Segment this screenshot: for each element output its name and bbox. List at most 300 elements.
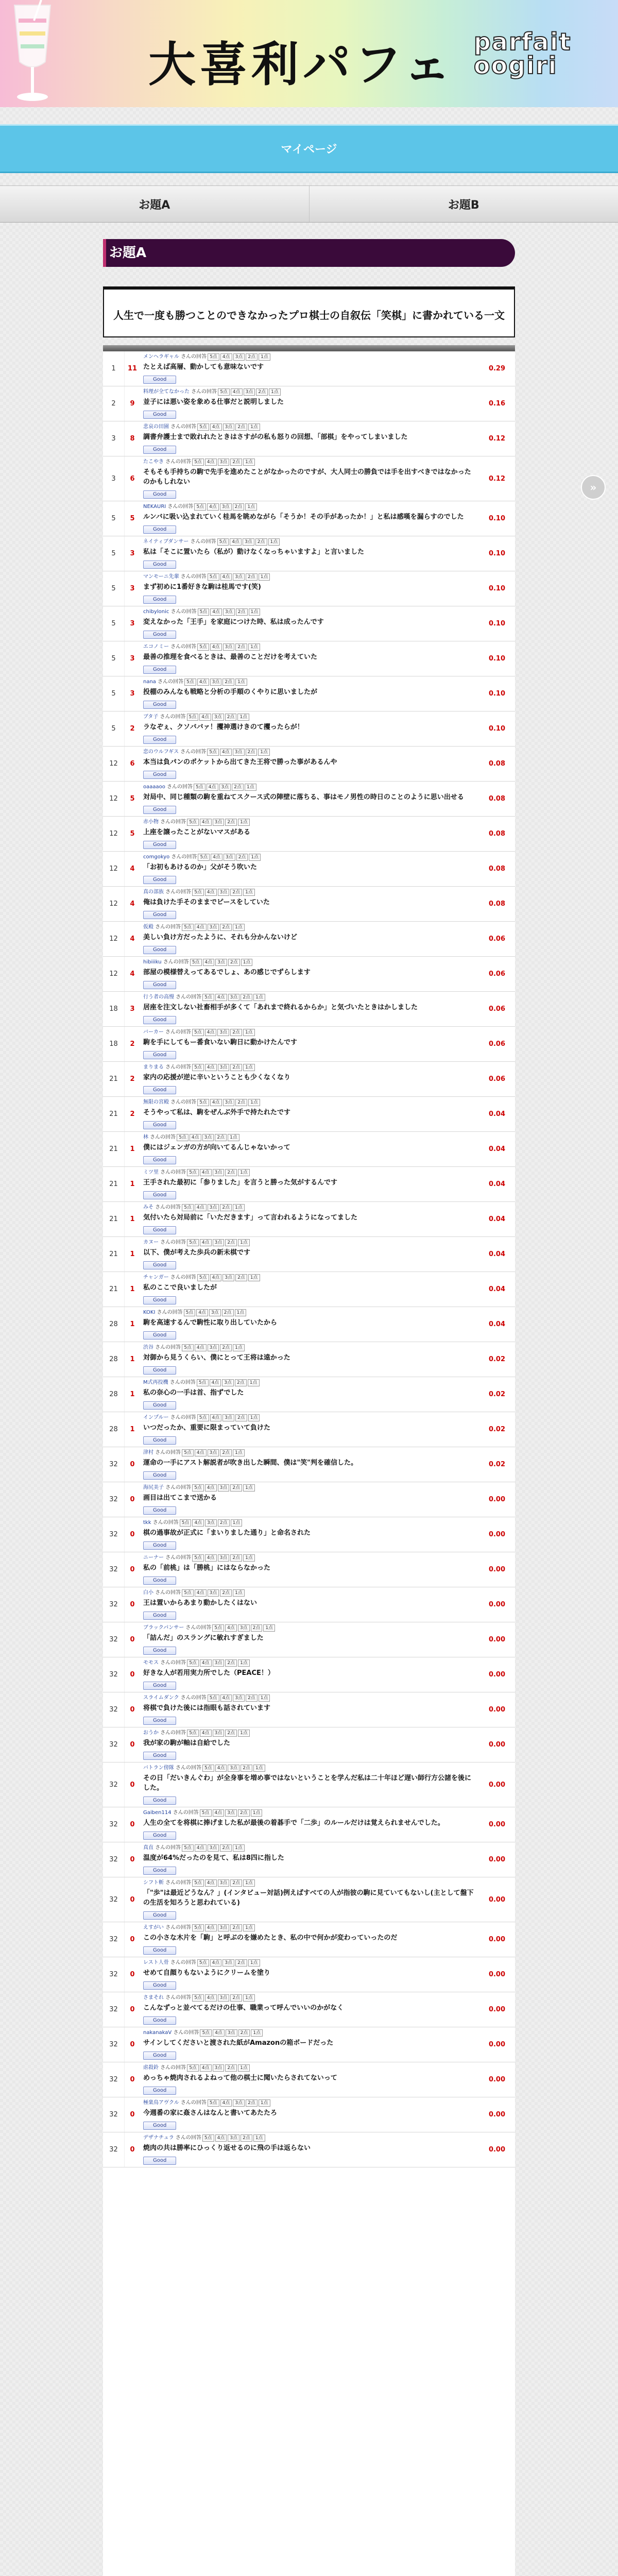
point-option[interactable]: 5点 bbox=[218, 388, 230, 396]
answer-user-name[interactable]: メンヘラギャル bbox=[143, 354, 179, 360]
answer-user-name[interactable]: カヌー bbox=[143, 1240, 159, 1245]
point-option[interactable]: 4点 bbox=[220, 1694, 232, 1702]
point-option[interactable]: 5点 bbox=[182, 1344, 194, 1351]
point-option[interactable]: 4点 bbox=[200, 1239, 212, 1246]
point-option[interactable]: 5点 bbox=[187, 1239, 199, 1246]
point-option[interactable]: 5点 bbox=[202, 994, 214, 1001]
answer-user-name[interactable]: 虐殺鈴 bbox=[143, 2065, 159, 2071]
point-option[interactable]: 1点 bbox=[245, 503, 257, 511]
good-button[interactable]: Good bbox=[143, 1911, 176, 1920]
point-option[interactable]: 4点 bbox=[199, 714, 211, 721]
point-option[interactable]: 2点 bbox=[225, 714, 237, 721]
point-option[interactable]: 4点 bbox=[200, 1659, 212, 1667]
good-button[interactable]: Good bbox=[143, 1752, 176, 1760]
point-option[interactable]: 4点 bbox=[220, 353, 232, 361]
good-button[interactable]: Good bbox=[143, 1226, 176, 1234]
point-option[interactable]: 3点 bbox=[228, 1765, 239, 1772]
point-option[interactable]: 5点 bbox=[192, 459, 204, 466]
point-option[interactable]: 1点 bbox=[259, 353, 270, 361]
point-option[interactable]: 2点 bbox=[236, 854, 248, 861]
point-option[interactable]: 2点 bbox=[225, 1239, 237, 1246]
answer-user-name[interactable]: chibylonic bbox=[143, 609, 169, 615]
point-option[interactable]: 1点 bbox=[258, 749, 270, 756]
point-option[interactable]: 1点 bbox=[233, 1449, 245, 1456]
point-option[interactable]: 5点 bbox=[187, 1730, 199, 1737]
point-option[interactable]: 1点 bbox=[243, 889, 255, 896]
point-option[interactable]: 4点 bbox=[192, 1519, 204, 1527]
good-button[interactable]: Good bbox=[143, 596, 176, 604]
good-button[interactable]: Good bbox=[143, 1051, 176, 1059]
tab-odai-a[interactable]: お題A bbox=[139, 198, 170, 212]
point-option[interactable]: 5点 bbox=[192, 889, 204, 896]
point-option[interactable]: 4点 bbox=[197, 679, 209, 686]
point-option[interactable]: 3点 bbox=[208, 1844, 219, 1852]
answer-user-name[interactable]: 仮殿 bbox=[143, 924, 153, 930]
point-option[interactable]: 4点 bbox=[195, 924, 207, 931]
point-option[interactable]: 1点 bbox=[253, 2134, 265, 2142]
answer-user-name[interactable]: モモス bbox=[143, 1660, 159, 1666]
answer-user-name[interactable]: 極楽鳥アヴクル bbox=[143, 2100, 179, 2106]
point-option[interactable]: 2点 bbox=[235, 1414, 247, 1421]
good-button[interactable]: Good bbox=[143, 561, 176, 569]
point-option[interactable]: 3点 bbox=[202, 1134, 214, 1141]
point-option[interactable]: 4点 bbox=[195, 1589, 207, 1597]
point-option[interactable]: 1点 bbox=[243, 1924, 255, 1931]
good-button[interactable]: Good bbox=[143, 1156, 176, 1164]
point-option[interactable]: 4点 bbox=[205, 1064, 217, 1071]
point-option[interactable]: 1点 bbox=[231, 1519, 243, 1527]
good-button[interactable]: Good bbox=[143, 1717, 176, 1725]
point-option[interactable]: 5点 bbox=[177, 1134, 188, 1141]
point-option[interactable]: 4点 bbox=[205, 889, 217, 896]
point-option[interactable]: 2点 bbox=[235, 423, 247, 431]
answer-user-name[interactable]: 海尻美子 bbox=[143, 1485, 164, 1490]
good-button[interactable]: Good bbox=[143, 1121, 176, 1129]
point-option[interactable]: 2点 bbox=[230, 459, 242, 466]
point-option[interactable]: 3点 bbox=[222, 1379, 234, 1386]
point-option[interactable]: 4点 bbox=[210, 423, 222, 431]
point-option[interactable]: 5点 bbox=[197, 1379, 209, 1386]
point-option[interactable]: 2点 bbox=[241, 1765, 252, 1772]
good-button[interactable]: Good bbox=[143, 1797, 176, 1805]
point-option[interactable]: 4点 bbox=[205, 1994, 217, 2002]
point-option[interactable]: 2点 bbox=[233, 503, 245, 511]
point-option[interactable]: 2点 bbox=[235, 1959, 247, 1967]
point-option[interactable]: 3点 bbox=[233, 573, 245, 581]
point-option[interactable]: 3点 bbox=[218, 459, 230, 466]
point-option[interactable]: 3点 bbox=[238, 1624, 250, 1632]
answer-user-name[interactable]: バトラン傍隊 bbox=[143, 1765, 174, 1771]
point-option[interactable]: 5点 bbox=[190, 959, 202, 966]
point-option[interactable]: 3点 bbox=[223, 643, 235, 651]
point-option[interactable]: 3点 bbox=[218, 889, 230, 896]
point-option[interactable]: 1点 bbox=[248, 643, 260, 651]
point-option[interactable]: 1点 bbox=[253, 994, 265, 1001]
answer-user-name[interactable]: 真直 bbox=[143, 1845, 153, 1851]
point-option[interactable]: 1点 bbox=[238, 2064, 250, 2072]
good-button[interactable]: Good bbox=[143, 1612, 176, 1620]
point-option[interactable]: 1点 bbox=[235, 1309, 247, 1316]
good-button[interactable]: Good bbox=[143, 1086, 176, 1094]
point-option[interactable]: 2点 bbox=[220, 1344, 232, 1351]
point-option[interactable]: 3点 bbox=[222, 1414, 234, 1421]
point-option[interactable]: 1点 bbox=[249, 854, 261, 861]
point-option[interactable]: 2点 bbox=[238, 2029, 250, 2037]
answer-user-name[interactable]: nakanakaV bbox=[143, 2030, 172, 2036]
point-option[interactable]: 3点 bbox=[213, 1239, 225, 1246]
point-option[interactable]: 3点 bbox=[218, 1064, 230, 1071]
point-option[interactable]: 5点 bbox=[192, 1924, 204, 1931]
good-button[interactable]: Good bbox=[143, 631, 176, 639]
point-option[interactable]: 3点 bbox=[233, 1694, 245, 1702]
point-option[interactable]: 2点 bbox=[232, 784, 244, 791]
point-option[interactable]: 2点 bbox=[230, 1994, 242, 2002]
good-button[interactable]: Good bbox=[143, 1296, 176, 1304]
point-option[interactable]: 1点 bbox=[243, 1554, 255, 1562]
good-button[interactable]: Good bbox=[143, 981, 176, 989]
point-option[interactable]: 5点 bbox=[198, 608, 210, 616]
point-option[interactable]: 1点 bbox=[249, 608, 261, 616]
point-option[interactable]: 5点 bbox=[192, 1554, 204, 1562]
point-option[interactable]: 5点 bbox=[184, 1309, 196, 1316]
point-option[interactable]: 1点 bbox=[238, 1169, 250, 1176]
point-option[interactable]: 2点 bbox=[256, 388, 268, 396]
point-option[interactable]: 2点 bbox=[222, 1309, 234, 1316]
point-option[interactable]: 5点 bbox=[197, 643, 209, 651]
answer-user-name[interactable]: たこやき bbox=[143, 459, 164, 465]
answer-user-name[interactable]: 恋のウルフギス bbox=[143, 749, 179, 755]
point-option[interactable]: 2点 bbox=[225, 1730, 237, 1737]
point-option[interactable]: 3点 bbox=[213, 2064, 225, 2072]
point-option[interactable]: 2点 bbox=[230, 889, 242, 896]
point-option[interactable]: 4点 bbox=[230, 538, 242, 546]
point-option[interactable]: 3点 bbox=[208, 1204, 219, 1211]
answer-user-name[interactable]: 行う者の高慢 bbox=[143, 994, 174, 1000]
point-option[interactable]: 5点 bbox=[187, 819, 199, 826]
good-button[interactable]: Good bbox=[143, 771, 176, 779]
answer-user-name[interactable]: えすがい bbox=[143, 1925, 164, 1930]
answer-user-name[interactable]: おうか bbox=[143, 1730, 159, 1736]
point-option[interactable]: 2点 bbox=[225, 1659, 237, 1667]
answer-user-name[interactable]: NEKAURI bbox=[143, 504, 166, 510]
point-option[interactable]: 3点 bbox=[220, 503, 232, 511]
answer-user-name[interactable]: チャンガー bbox=[143, 1275, 169, 1280]
point-option[interactable]: 2点 bbox=[230, 1029, 242, 1036]
point-option[interactable]: 3点 bbox=[212, 714, 224, 721]
point-option[interactable]: 5点 bbox=[197, 1414, 209, 1421]
answer-user-name[interactable]: hibiiiku bbox=[143, 959, 162, 965]
point-option[interactable]: 5点 bbox=[197, 423, 209, 431]
answer-user-name[interactable]: M式再投機 bbox=[143, 1380, 168, 1385]
good-button[interactable]: Good bbox=[143, 1981, 176, 1990]
good-button[interactable]: Good bbox=[143, 1401, 176, 1410]
point-option[interactable]: 3点 bbox=[218, 1484, 230, 1492]
point-option[interactable]: 5点 bbox=[192, 1879, 204, 1887]
point-option[interactable]: 1点 bbox=[268, 538, 280, 546]
point-option[interactable]: 3点 bbox=[213, 819, 225, 826]
answer-user-name[interactable]: oaaaaoo bbox=[143, 784, 165, 790]
point-option[interactable]: 3点 bbox=[218, 1554, 230, 1562]
point-option[interactable]: 1点 bbox=[269, 388, 281, 396]
point-option[interactable]: 4点 bbox=[195, 1344, 207, 1351]
point-option[interactable]: 2点 bbox=[246, 573, 258, 581]
tab-odai-b[interactable]: お題B bbox=[309, 186, 618, 222]
point-option[interactable]: 1点 bbox=[243, 1484, 255, 1492]
point-option[interactable]: 1点 bbox=[241, 959, 253, 966]
answer-user-name[interactable]: 料理が全てなかった bbox=[143, 389, 190, 395]
point-option[interactable]: 5点 bbox=[187, 2064, 199, 2072]
point-option[interactable]: 1点 bbox=[233, 1844, 245, 1852]
point-option[interactable]: 3点 bbox=[210, 679, 222, 686]
point-option[interactable]: 1点 bbox=[233, 924, 245, 931]
point-option[interactable]: 2点 bbox=[235, 1099, 247, 1106]
good-button[interactable]: Good bbox=[143, 1541, 176, 1550]
point-option[interactable]: 5点 bbox=[182, 1844, 194, 1852]
point-option[interactable]: 3点 bbox=[205, 1519, 217, 1527]
point-option[interactable]: 5点 bbox=[217, 538, 229, 546]
point-option[interactable]: 3点 bbox=[228, 994, 240, 1001]
good-button[interactable]: Good bbox=[143, 2122, 176, 2130]
point-option[interactable]: 1点 bbox=[248, 1099, 260, 1106]
good-button[interactable]: Good bbox=[143, 526, 176, 534]
good-button[interactable]: Good bbox=[143, 1366, 176, 1375]
answer-user-name[interactable]: 無限の宮殿 bbox=[143, 1099, 169, 1105]
point-option[interactable]: 1点 bbox=[248, 1274, 260, 1281]
answer-user-name[interactable]: ミツ里 bbox=[143, 1170, 159, 1175]
point-option[interactable]: 3点 bbox=[218, 1994, 230, 2002]
good-button[interactable]: Good bbox=[143, 2157, 176, 2165]
point-option[interactable]: 2点 bbox=[230, 1484, 242, 1492]
point-option[interactable]: 3点 bbox=[222, 1274, 234, 1281]
point-option[interactable]: 2点 bbox=[225, 2064, 237, 2072]
point-option[interactable]: 4点 bbox=[195, 1204, 207, 1211]
point-option[interactable]: 5点 bbox=[200, 1809, 212, 1817]
answer-user-name[interactable]: Gaiben114 bbox=[143, 1810, 171, 1816]
point-option[interactable]: 5点 bbox=[197, 1274, 209, 1281]
point-option[interactable]: 1点 bbox=[243, 1064, 255, 1071]
good-button[interactable]: Good bbox=[143, 911, 176, 919]
point-option[interactable]: 1点 bbox=[253, 1765, 265, 1772]
good-button[interactable]: Good bbox=[143, 701, 176, 709]
point-option[interactable]: 2点 bbox=[225, 819, 237, 826]
answer-user-name[interactable]: ブラックパンサー bbox=[143, 1625, 184, 1631]
point-option[interactable]: 5点 bbox=[182, 1204, 194, 1211]
point-option[interactable]: 4点 bbox=[200, 1730, 212, 1737]
answer-user-name[interactable]: nana bbox=[143, 679, 156, 685]
answer-user-name[interactable]: 渋谷 bbox=[143, 1345, 153, 1350]
answer-user-name[interactable]: 悲哀の田園 bbox=[143, 424, 169, 430]
answer-user-name[interactable]: KOKI bbox=[143, 1310, 156, 1315]
answer-user-name[interactable]: スライムダンク bbox=[143, 1695, 179, 1701]
answer-user-name[interactable]: さまそれ bbox=[143, 1995, 164, 2001]
good-button[interactable]: Good bbox=[143, 2016, 176, 2025]
good-button[interactable]: Good bbox=[143, 1506, 176, 1515]
point-option[interactable]: 4点 bbox=[205, 1879, 217, 1887]
point-option[interactable]: 4点 bbox=[203, 959, 215, 966]
point-option[interactable]: 5点 bbox=[194, 784, 205, 791]
point-option[interactable]: 3点 bbox=[225, 1809, 237, 1817]
point-option[interactable]: 2点 bbox=[222, 679, 234, 686]
point-option[interactable]: 5点 bbox=[187, 1659, 199, 1667]
point-option[interactable]: 1点 bbox=[238, 1730, 250, 1737]
point-option[interactable]: 5点 bbox=[197, 1099, 209, 1106]
point-option[interactable]: 2点 bbox=[236, 608, 248, 616]
point-option[interactable]: 4点 bbox=[207, 503, 219, 511]
point-option[interactable]: 2点 bbox=[246, 749, 258, 756]
point-option[interactable]: 1点 bbox=[259, 2099, 270, 2107]
point-option[interactable]: 5点 bbox=[192, 1994, 204, 2002]
good-button[interactable]: Good bbox=[143, 1436, 176, 1445]
point-option[interactable]: 1点 bbox=[243, 1879, 255, 1887]
good-button[interactable]: Good bbox=[143, 1261, 176, 1269]
point-option[interactable]: 3点 bbox=[222, 1959, 234, 1967]
point-option[interactable]: 5点 bbox=[182, 1589, 194, 1597]
answer-user-name[interactable]: デザナチュラ bbox=[143, 2135, 174, 2141]
point-option[interactable]: 1点 bbox=[248, 1379, 260, 1386]
point-option[interactable]: 3点 bbox=[217, 1029, 229, 1036]
point-option[interactable]: 5点 bbox=[198, 854, 210, 861]
point-option[interactable]: 1点 bbox=[233, 1204, 245, 1211]
point-option[interactable]: 3点 bbox=[218, 1924, 230, 1931]
point-option[interactable]: 4点 bbox=[220, 749, 232, 756]
good-button[interactable]: Good bbox=[143, 1682, 176, 1690]
answer-user-name[interactable]: まりまる bbox=[143, 1064, 164, 1070]
point-option[interactable]: 1点 bbox=[243, 1029, 255, 1036]
point-option[interactable]: 1点 bbox=[238, 819, 250, 826]
point-option[interactable]: 3点 bbox=[213, 1169, 225, 1176]
point-option[interactable]: 2点 bbox=[230, 1924, 242, 1931]
answer-user-name[interactable]: 津村 bbox=[143, 1450, 153, 1455]
point-option[interactable]: 5点 bbox=[208, 2099, 219, 2107]
point-option[interactable]: 3点 bbox=[244, 388, 255, 396]
point-option[interactable]: 4点 bbox=[205, 1924, 217, 1931]
good-button[interactable]: Good bbox=[143, 2087, 176, 2095]
answer-user-name[interactable]: インプルー bbox=[143, 1415, 169, 1420]
point-option[interactable]: 2点 bbox=[230, 1064, 242, 1071]
answer-user-name[interactable]: エコノミー bbox=[143, 644, 169, 650]
point-option[interactable]: 5点 bbox=[192, 1064, 204, 1071]
point-option[interactable]: 2点 bbox=[235, 1274, 247, 1281]
point-option[interactable]: 2点 bbox=[251, 1624, 263, 1632]
good-button[interactable]: Good bbox=[143, 1577, 176, 1585]
point-option[interactable]: 2点 bbox=[246, 353, 258, 361]
point-option[interactable]: 4点 bbox=[210, 643, 222, 651]
point-option[interactable]: 5点 bbox=[208, 573, 219, 581]
point-option[interactable]: 2点 bbox=[228, 959, 240, 966]
point-option[interactable]: 5点 bbox=[187, 1169, 199, 1176]
point-option[interactable]: 4点 bbox=[195, 1449, 207, 1456]
point-option[interactable]: 1点 bbox=[235, 679, 247, 686]
point-option[interactable]: 5点 bbox=[180, 1519, 192, 1527]
good-button[interactable]: Good bbox=[143, 841, 176, 849]
point-option[interactable]: 4点 bbox=[213, 1809, 225, 1817]
point-option[interactable]: 1点 bbox=[233, 1589, 245, 1597]
point-option[interactable]: 2点 bbox=[218, 1519, 230, 1527]
point-option[interactable]: 5点 bbox=[187, 714, 199, 721]
point-option[interactable]: 4点 bbox=[210, 1379, 221, 1386]
good-button[interactable]: Good bbox=[143, 736, 176, 744]
point-option[interactable]: 4点 bbox=[207, 784, 218, 791]
point-option[interactable]: 5点 bbox=[192, 1484, 204, 1492]
point-option[interactable]: 3点 bbox=[233, 749, 245, 756]
point-option[interactable]: 2点 bbox=[235, 1379, 247, 1386]
point-option[interactable]: 2点 bbox=[255, 538, 267, 546]
point-option[interactable]: 1点 bbox=[263, 1624, 275, 1632]
point-option[interactable]: 3点 bbox=[223, 423, 235, 431]
point-option[interactable]: 1点 bbox=[243, 1994, 255, 2002]
good-button[interactable]: Good bbox=[143, 1331, 176, 1340]
answer-user-name[interactable]: みそ bbox=[143, 1205, 153, 1210]
point-option[interactable]: 4点 bbox=[200, 1169, 212, 1176]
point-option[interactable]: 4点 bbox=[215, 2134, 227, 2142]
point-option[interactable]: 2点 bbox=[225, 1169, 237, 1176]
point-option[interactable]: 5点 bbox=[197, 1959, 209, 1967]
point-option[interactable]: 3点 bbox=[213, 1730, 225, 1737]
good-button[interactable]: Good bbox=[143, 1946, 176, 1955]
point-option[interactable]: 3点 bbox=[208, 1449, 219, 1456]
answer-user-name[interactable]: レスト人骨 bbox=[143, 1960, 169, 1965]
point-option[interactable]: 3点 bbox=[233, 2099, 245, 2107]
point-option[interactable]: 1点 bbox=[248, 1959, 260, 1967]
point-option[interactable]: 3点 bbox=[228, 2134, 239, 2142]
point-option[interactable]: 1点 bbox=[238, 1659, 250, 1667]
point-option[interactable]: 5点 bbox=[202, 1765, 214, 1772]
good-button[interactable]: Good bbox=[143, 946, 176, 954]
good-button[interactable]: Good bbox=[143, 446, 176, 454]
point-option[interactable]: 2点 bbox=[241, 994, 252, 1001]
point-option[interactable]: 2点 bbox=[215, 1134, 227, 1141]
point-option[interactable]: 2点 bbox=[230, 1879, 242, 1887]
point-option[interactable]: 5点 bbox=[208, 1694, 219, 1702]
point-option[interactable]: 3点 bbox=[208, 1589, 219, 1597]
answer-user-name[interactable]: マンモーニ先輩 bbox=[143, 574, 179, 580]
answer-user-name[interactable]: 白小 bbox=[143, 1590, 153, 1596]
point-option[interactable]: 1点 bbox=[248, 423, 260, 431]
answer-user-name[interactable]: シフト斬 bbox=[143, 1880, 164, 1886]
point-option[interactable]: 1点 bbox=[251, 2029, 263, 2037]
point-option[interactable]: 1点 bbox=[259, 573, 270, 581]
point-option[interactable]: 5点 bbox=[212, 1624, 224, 1632]
point-option[interactable]: 4点 bbox=[210, 1099, 222, 1106]
point-option[interactable]: 4点 bbox=[220, 2099, 232, 2107]
point-option[interactable]: 1点 bbox=[259, 1694, 270, 1702]
point-option[interactable]: 2点 bbox=[220, 924, 232, 931]
mypage-link[interactable]: マイページ bbox=[281, 143, 337, 156]
point-option[interactable]: 4点 bbox=[200, 819, 212, 826]
point-option[interactable]: 3点 bbox=[224, 854, 235, 861]
point-option[interactable]: 4点 bbox=[231, 388, 243, 396]
point-option[interactable]: 2点 bbox=[230, 1554, 242, 1562]
point-option[interactable]: 4点 bbox=[205, 1484, 217, 1492]
point-option[interactable]: 3点 bbox=[215, 959, 227, 966]
point-option[interactable]: 3点 bbox=[223, 1099, 235, 1106]
point-option[interactable]: 4点 bbox=[210, 608, 222, 616]
answer-user-name[interactable]: comgokyo bbox=[143, 854, 170, 860]
answer-user-name[interactable]: tkk bbox=[143, 1520, 151, 1526]
good-button[interactable]: Good bbox=[143, 1016, 176, 1024]
point-option[interactable]: 5点 bbox=[207, 749, 219, 756]
good-button[interactable]: Good bbox=[143, 1867, 176, 1875]
point-option[interactable]: 1点 bbox=[245, 784, 256, 791]
good-button[interactable]: Good bbox=[143, 806, 176, 814]
point-option[interactable]: 5点 bbox=[194, 503, 206, 511]
good-button[interactable]: Good bbox=[143, 411, 176, 419]
point-option[interactable]: 2点 bbox=[220, 1449, 232, 1456]
point-option[interactable]: 1点 bbox=[237, 714, 249, 721]
point-option[interactable]: 3点 bbox=[213, 1659, 225, 1667]
point-option[interactable]: 4点 bbox=[215, 994, 227, 1001]
point-option[interactable]: 5点 bbox=[208, 353, 219, 361]
